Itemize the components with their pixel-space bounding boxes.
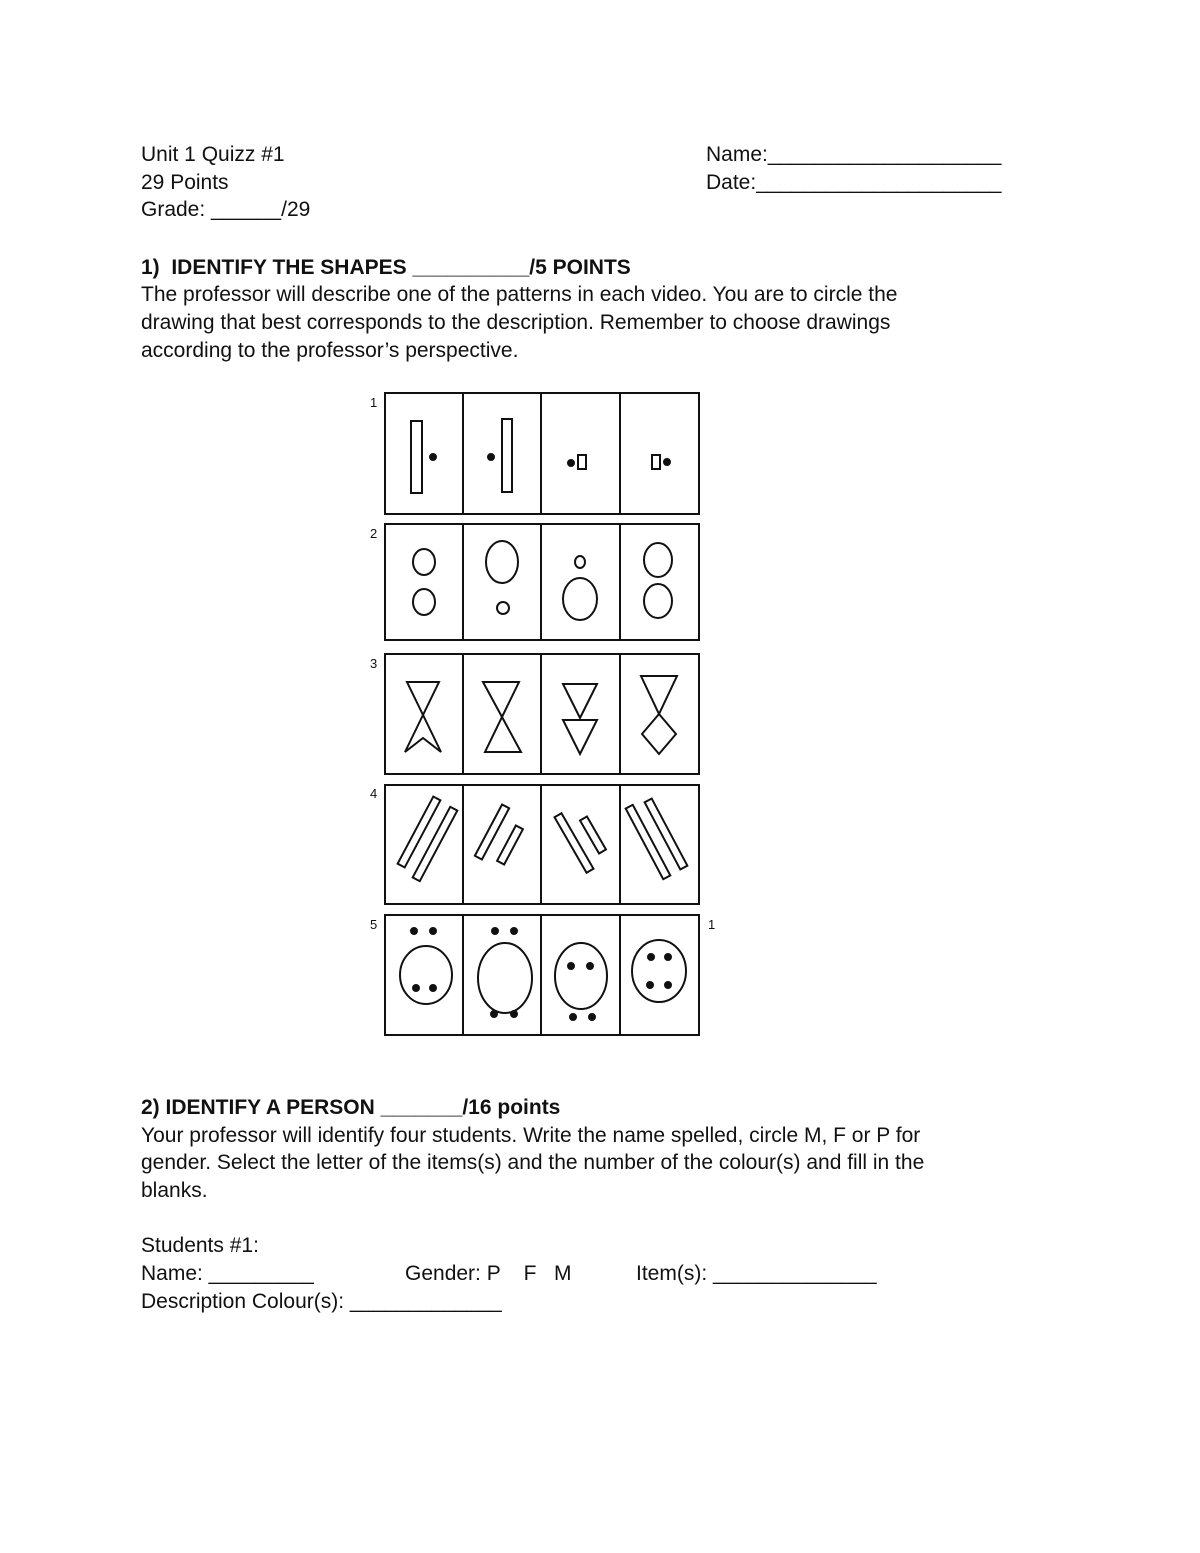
section1-instructions-line1: The professor will describe one of the patterns in each video. You are to circle the <box>141 283 898 306</box>
row-number-3: 3 <box>370 656 378 671</box>
date-field: Date:_____________________ <box>706 171 1002 194</box>
side-mark: 1 <box>708 917 716 932</box>
name-field: Name:____________________ <box>706 143 1002 166</box>
row3-option4[interactable] <box>641 676 677 754</box>
row-number-1: 1 <box>370 395 378 410</box>
row1-option2[interactable] <box>502 419 512 492</box>
row3-option3[interactable] <box>563 684 597 754</box>
pattern-row-3 <box>385 654 699 774</box>
pattern-row-1 <box>385 393 699 514</box>
pattern-row-2 <box>385 524 699 640</box>
row4-option3[interactable] <box>555 813 606 872</box>
row3-option2[interactable] <box>483 682 521 752</box>
row5-option3[interactable] <box>555 943 607 1020</box>
section2-instructions-line2: gender. Select the letter of the items(s) and the number of the colour(s) and fill in the <box>141 1151 925 1174</box>
row-number-2: 2 <box>370 526 378 541</box>
grade-field: Grade: ______/29 <box>141 198 311 221</box>
unit-title: Unit 1 Quizz #1 <box>141 143 285 166</box>
row-number-5: 5 <box>370 917 378 932</box>
row5-option1[interactable] <box>400 928 452 1004</box>
section2-heading: 2) IDENTIFY A PERSON _______/16 points <box>141 1096 561 1119</box>
row4-option4[interactable] <box>626 799 688 880</box>
row2-option3[interactable] <box>575 556 585 568</box>
row5-option2[interactable] <box>478 928 532 1017</box>
row2-option2[interactable] <box>486 541 518 583</box>
row3-option1[interactable] <box>405 682 441 752</box>
section1-instructions-line3: according to the professor’s perspective. <box>141 339 519 362</box>
row4-option2[interactable] <box>475 805 523 865</box>
student-label: Students #1: <box>141 1234 259 1257</box>
section1-instructions-line2: drawing that best corresponds to the description. Remember to choose drawings <box>141 311 891 334</box>
section1-heading: 1) IDENTIFY THE SHAPES __________/5 POINTS <box>141 256 631 279</box>
row-number-4: 4 <box>370 786 378 801</box>
row2-option1[interactable] <box>413 549 435 575</box>
pattern-row-5 <box>385 915 699 1035</box>
student-items-field: Item(s): ______________ <box>636 1262 877 1285</box>
section2-instructions-line1: Your professor will identify four students. Write the name spelled, circle M, F or P for <box>141 1124 921 1147</box>
student-colour-field: Description Colour(s): _____________ <box>141 1290 502 1313</box>
student-gender-field: Gender: P F M <box>405 1262 572 1285</box>
row2-option4[interactable] <box>644 543 672 577</box>
points-total: 29 Points <box>141 171 229 194</box>
row4-option1[interactable] <box>398 797 458 882</box>
row5-option4[interactable] <box>632 940 686 1002</box>
section2-instructions-line3: blanks. <box>141 1179 208 1202</box>
student-name-field: Name: _________ <box>141 1262 314 1285</box>
row1-option3[interactable] <box>578 455 586 469</box>
shapes-figure <box>365 388 725 1040</box>
pattern-row-4 <box>385 785 699 904</box>
row1-option1[interactable] <box>411 421 422 493</box>
row1-option4[interactable] <box>652 455 660 469</box>
